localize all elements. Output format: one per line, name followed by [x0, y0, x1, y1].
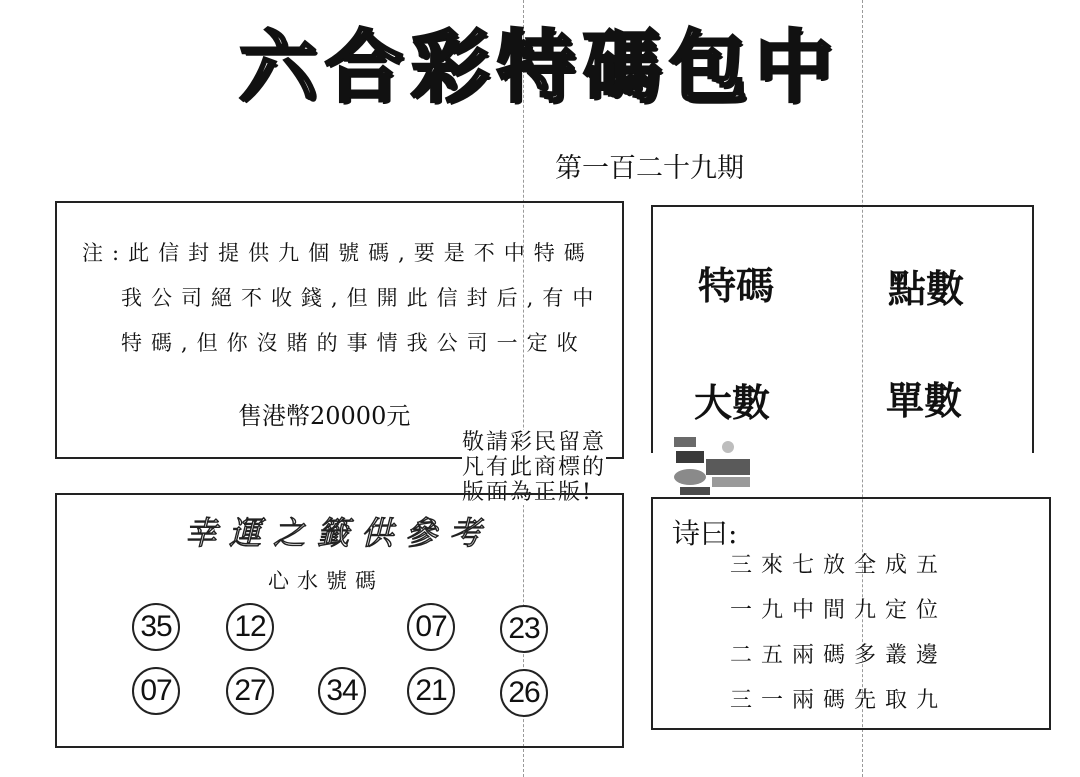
seal-line: 版面為正版!	[462, 480, 593, 505]
note-line: 我公司絕不收錢,但開此信封后,有中	[121, 286, 603, 310]
seal-line: 敬請彩民留意	[462, 430, 607, 455]
number-ball: 07	[132, 667, 180, 715]
number-ball: 21	[407, 667, 455, 715]
type-big: 大數	[694, 381, 771, 425]
number-ball: 27	[226, 667, 274, 715]
poem-line: 二五兩碼多叢邊	[730, 643, 948, 668]
poem-heading: 诗曰:	[672, 517, 738, 550]
type-odd: 單數	[886, 379, 963, 423]
lucky-title: 幸運之籤供參考	[185, 514, 494, 552]
seal-line: 凡有此商標的	[462, 455, 607, 480]
number-ball: 35	[132, 603, 180, 651]
trademark-stamp-image	[672, 433, 754, 499]
number-ball: 07	[407, 603, 455, 651]
price: 售港幣20000元	[238, 402, 411, 430]
number-ball: 23	[500, 605, 548, 653]
poem-line: 三一兩碼先取九	[730, 688, 948, 713]
note-line: 特碼,但你沒賭的事情我公司一定收	[121, 331, 587, 355]
favorite-numbers-label: 心水號碼	[268, 569, 384, 593]
number-ball: 26	[500, 669, 548, 717]
poem-line: 一九中間九定位	[730, 598, 948, 623]
issue-number: 第一百二十九期	[555, 153, 744, 184]
type-points: 點數	[888, 267, 965, 311]
poem-line: 三來七放全成五	[730, 553, 948, 578]
note-line: 注:此信封提供九個號碼,要是不中特碼	[82, 241, 594, 265]
number-ball: 12	[226, 603, 274, 651]
page-title: 六合彩特碼包中	[238, 22, 841, 113]
type-special-number: 特碼	[698, 264, 775, 308]
number-ball: 34	[318, 667, 366, 715]
